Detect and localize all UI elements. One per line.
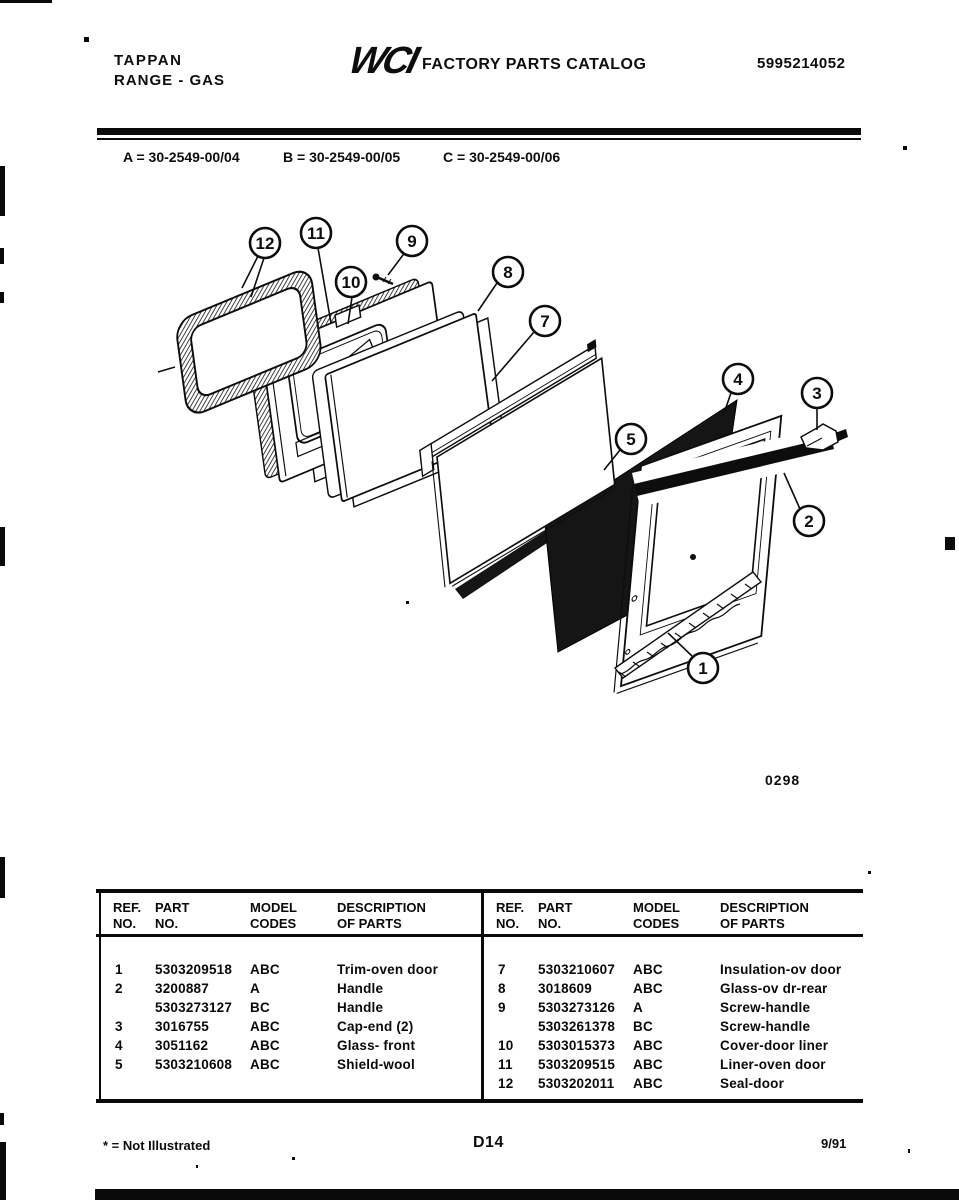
table-row	[491, 1017, 863, 1036]
door-detail-dot	[690, 554, 696, 560]
callout-1	[688, 653, 718, 683]
description: Cap-end (2)	[337, 1019, 414, 1034]
col-header-line: MODEL	[633, 900, 680, 915]
callout-11	[301, 218, 331, 248]
col-header-line: CODES	[633, 916, 680, 931]
ref-no: 7	[498, 962, 506, 977]
description: Trim-oven door	[337, 962, 439, 977]
callout-9	[397, 226, 427, 256]
col-header-line: CODES	[250, 916, 297, 931]
col-header-line: PART	[538, 900, 573, 915]
callout-10	[336, 267, 366, 297]
header-rule	[97, 128, 861, 135]
not-illustrated-note: * = Not Illustrated	[103, 1138, 211, 1153]
scan-artifact	[903, 146, 907, 150]
revision-date: 9/91	[821, 1136, 847, 1151]
svg-text:10: 10	[341, 273, 361, 292]
brand-name: TAPPAN	[114, 52, 183, 69]
table-row	[108, 979, 480, 998]
table-row	[108, 1036, 480, 1055]
callout-8	[493, 257, 523, 287]
col-header-ref	[113, 900, 141, 932]
ref-no: 3	[115, 1019, 123, 1034]
scan-artifact	[0, 1142, 6, 1200]
description: Shield-wool	[337, 1057, 415, 1072]
col-header-line: REF.	[496, 900, 525, 915]
scan-artifact	[0, 292, 4, 303]
figure-number: 0298	[765, 772, 801, 788]
svg-text:7: 7	[540, 312, 550, 331]
part-no: 5303210608	[155, 1057, 233, 1072]
model-codes: ABC	[633, 962, 663, 977]
publication-number: 5995214052	[757, 55, 846, 72]
scan-artifact	[196, 1165, 198, 1168]
table-row	[491, 998, 863, 1017]
description: Handle	[337, 1000, 384, 1015]
footer-bar	[95, 1189, 959, 1200]
col-header-line: NO.	[538, 916, 562, 931]
ref-no: 9	[498, 1000, 506, 1015]
catalog-title: FACTORY PARTS CATALOG	[422, 56, 647, 73]
scan-artifact	[908, 1149, 910, 1153]
part-no: 3051162	[155, 1038, 209, 1053]
svg-text:4: 4	[733, 370, 743, 389]
model-codes: A	[250, 981, 260, 996]
description: Insulation-ov door	[720, 962, 842, 977]
description: Screw-handle	[720, 1000, 811, 1015]
callout-5	[616, 424, 646, 454]
ref-no: 5	[115, 1057, 123, 1072]
table-row	[491, 979, 863, 998]
model-code-b: B = 30-2549-00/05	[283, 149, 401, 165]
ref-no: 12	[498, 1076, 514, 1091]
scan-artifact	[0, 857, 5, 898]
table-row	[491, 960, 863, 979]
scan-artifact	[0, 527, 5, 566]
part-no: 5303015373	[538, 1038, 616, 1053]
scan-artifact	[868, 871, 871, 874]
ref-no: 2	[115, 981, 123, 996]
model-codes: A	[633, 1000, 643, 1015]
screw-handle-part	[373, 274, 394, 285]
page-number: D14	[473, 1134, 504, 1151]
model-codes: ABC	[633, 1057, 663, 1072]
model-codes: ABC	[250, 1057, 280, 1072]
part-no: 5303273127	[155, 1000, 233, 1015]
description: Seal-door	[720, 1076, 785, 1091]
col-header-line: DESCRIPTION	[720, 900, 809, 915]
col-header-line: NO.	[496, 916, 520, 931]
ref-no: 11	[498, 1057, 513, 1072]
table-left-border	[99, 889, 101, 1103]
col-header-line: PART	[155, 900, 190, 915]
svg-text:5: 5	[626, 430, 636, 449]
svg-text:9: 9	[407, 232, 417, 251]
table-bottom-border	[96, 1099, 863, 1103]
scan-artifact	[84, 37, 89, 42]
col-header-ref	[496, 900, 524, 932]
col-header-description	[720, 900, 809, 932]
description: Glass- front	[337, 1038, 416, 1053]
scan-artifact	[945, 537, 955, 550]
callout-4	[723, 364, 753, 394]
scan-artifact	[292, 1157, 295, 1160]
col-header-line: NO.	[155, 916, 179, 931]
part-no: 5303209515	[538, 1057, 616, 1072]
callout-7	[530, 306, 560, 336]
exploded-diagram	[80, 180, 880, 740]
model-codes: ABC	[250, 1038, 280, 1053]
table-row	[491, 1055, 863, 1074]
model-codes: ABC	[250, 1019, 280, 1034]
model-code-a: A = 30-2549-00/04	[123, 149, 240, 165]
description: Screw-handle	[720, 1019, 811, 1034]
scan-artifact	[0, 0, 52, 3]
table-row	[108, 1055, 480, 1074]
col-header-part	[538, 900, 572, 932]
col-header-line: REF.	[113, 900, 142, 915]
callout-3	[802, 378, 832, 408]
col-header-line: DESCRIPTION	[337, 900, 426, 915]
col-header-model	[250, 900, 297, 932]
scan-artifact	[0, 166, 5, 216]
col-header-line: OF PARTS	[337, 916, 402, 931]
col-header-part	[155, 900, 189, 932]
table-row	[108, 998, 480, 1017]
callout-12	[250, 228, 280, 258]
svg-text:2: 2	[804, 512, 814, 531]
part-no: 3018609	[538, 981, 592, 996]
description: Glass-ov dr-rear	[720, 981, 828, 996]
ref-no: 4	[115, 1038, 123, 1053]
svg-text:8: 8	[503, 263, 513, 282]
ref-no	[491, 1017, 538, 1036]
svg-text:1: 1	[698, 659, 708, 678]
part-no: 5303210607	[538, 962, 616, 977]
col-header-line: MODEL	[250, 900, 297, 915]
part-no: 3016755	[155, 1019, 209, 1034]
col-header-model	[633, 900, 680, 932]
col-header-description	[337, 900, 426, 932]
part-no: 3200887	[155, 981, 209, 996]
scan-artifact	[0, 1113, 4, 1125]
svg-text:3: 3	[812, 384, 822, 403]
parts-table-left	[108, 960, 480, 1074]
table-header-rule	[96, 934, 863, 937]
ref-no	[108, 998, 155, 1017]
model-codes: BC	[633, 1019, 653, 1034]
table-row	[108, 1017, 480, 1036]
model-codes: BC	[250, 1000, 270, 1015]
description: Cover-door liner	[720, 1038, 829, 1053]
table-top-border	[96, 889, 863, 893]
description: Handle	[337, 981, 384, 996]
svg-text:11: 11	[307, 224, 325, 243]
scan-artifact	[0, 248, 4, 264]
product-line: RANGE - GAS	[114, 72, 226, 89]
col-header-line: NO.	[113, 916, 137, 931]
model-code-c: C = 30-2549-00/06	[443, 149, 561, 165]
wci-logo: WCI	[344, 40, 421, 82]
part-no: 5303261378	[538, 1019, 616, 1034]
model-codes: ABC	[633, 1076, 663, 1091]
ref-no: 10	[498, 1038, 514, 1053]
ref-no: 8	[498, 981, 506, 996]
parts-table-right	[491, 960, 863, 1093]
seal-pin	[158, 367, 175, 372]
col-header-line: OF PARTS	[720, 916, 785, 931]
header-rule-thin	[97, 138, 861, 140]
table-row	[491, 1036, 863, 1055]
table-center-divider	[481, 889, 484, 1103]
table-row	[108, 960, 480, 979]
table-row	[491, 1074, 863, 1093]
model-codes: ABC	[250, 962, 280, 977]
callout-2	[794, 506, 824, 536]
part-no: 5303209518	[155, 962, 233, 977]
part-no: 5303273126	[538, 1000, 616, 1015]
part-no: 5303202011	[538, 1076, 615, 1091]
model-codes: ABC	[633, 981, 663, 996]
model-codes: ABC	[633, 1038, 663, 1053]
svg-text:12: 12	[255, 234, 275, 253]
ref-no: 1	[115, 962, 123, 977]
description: Liner-oven door	[720, 1057, 826, 1072]
